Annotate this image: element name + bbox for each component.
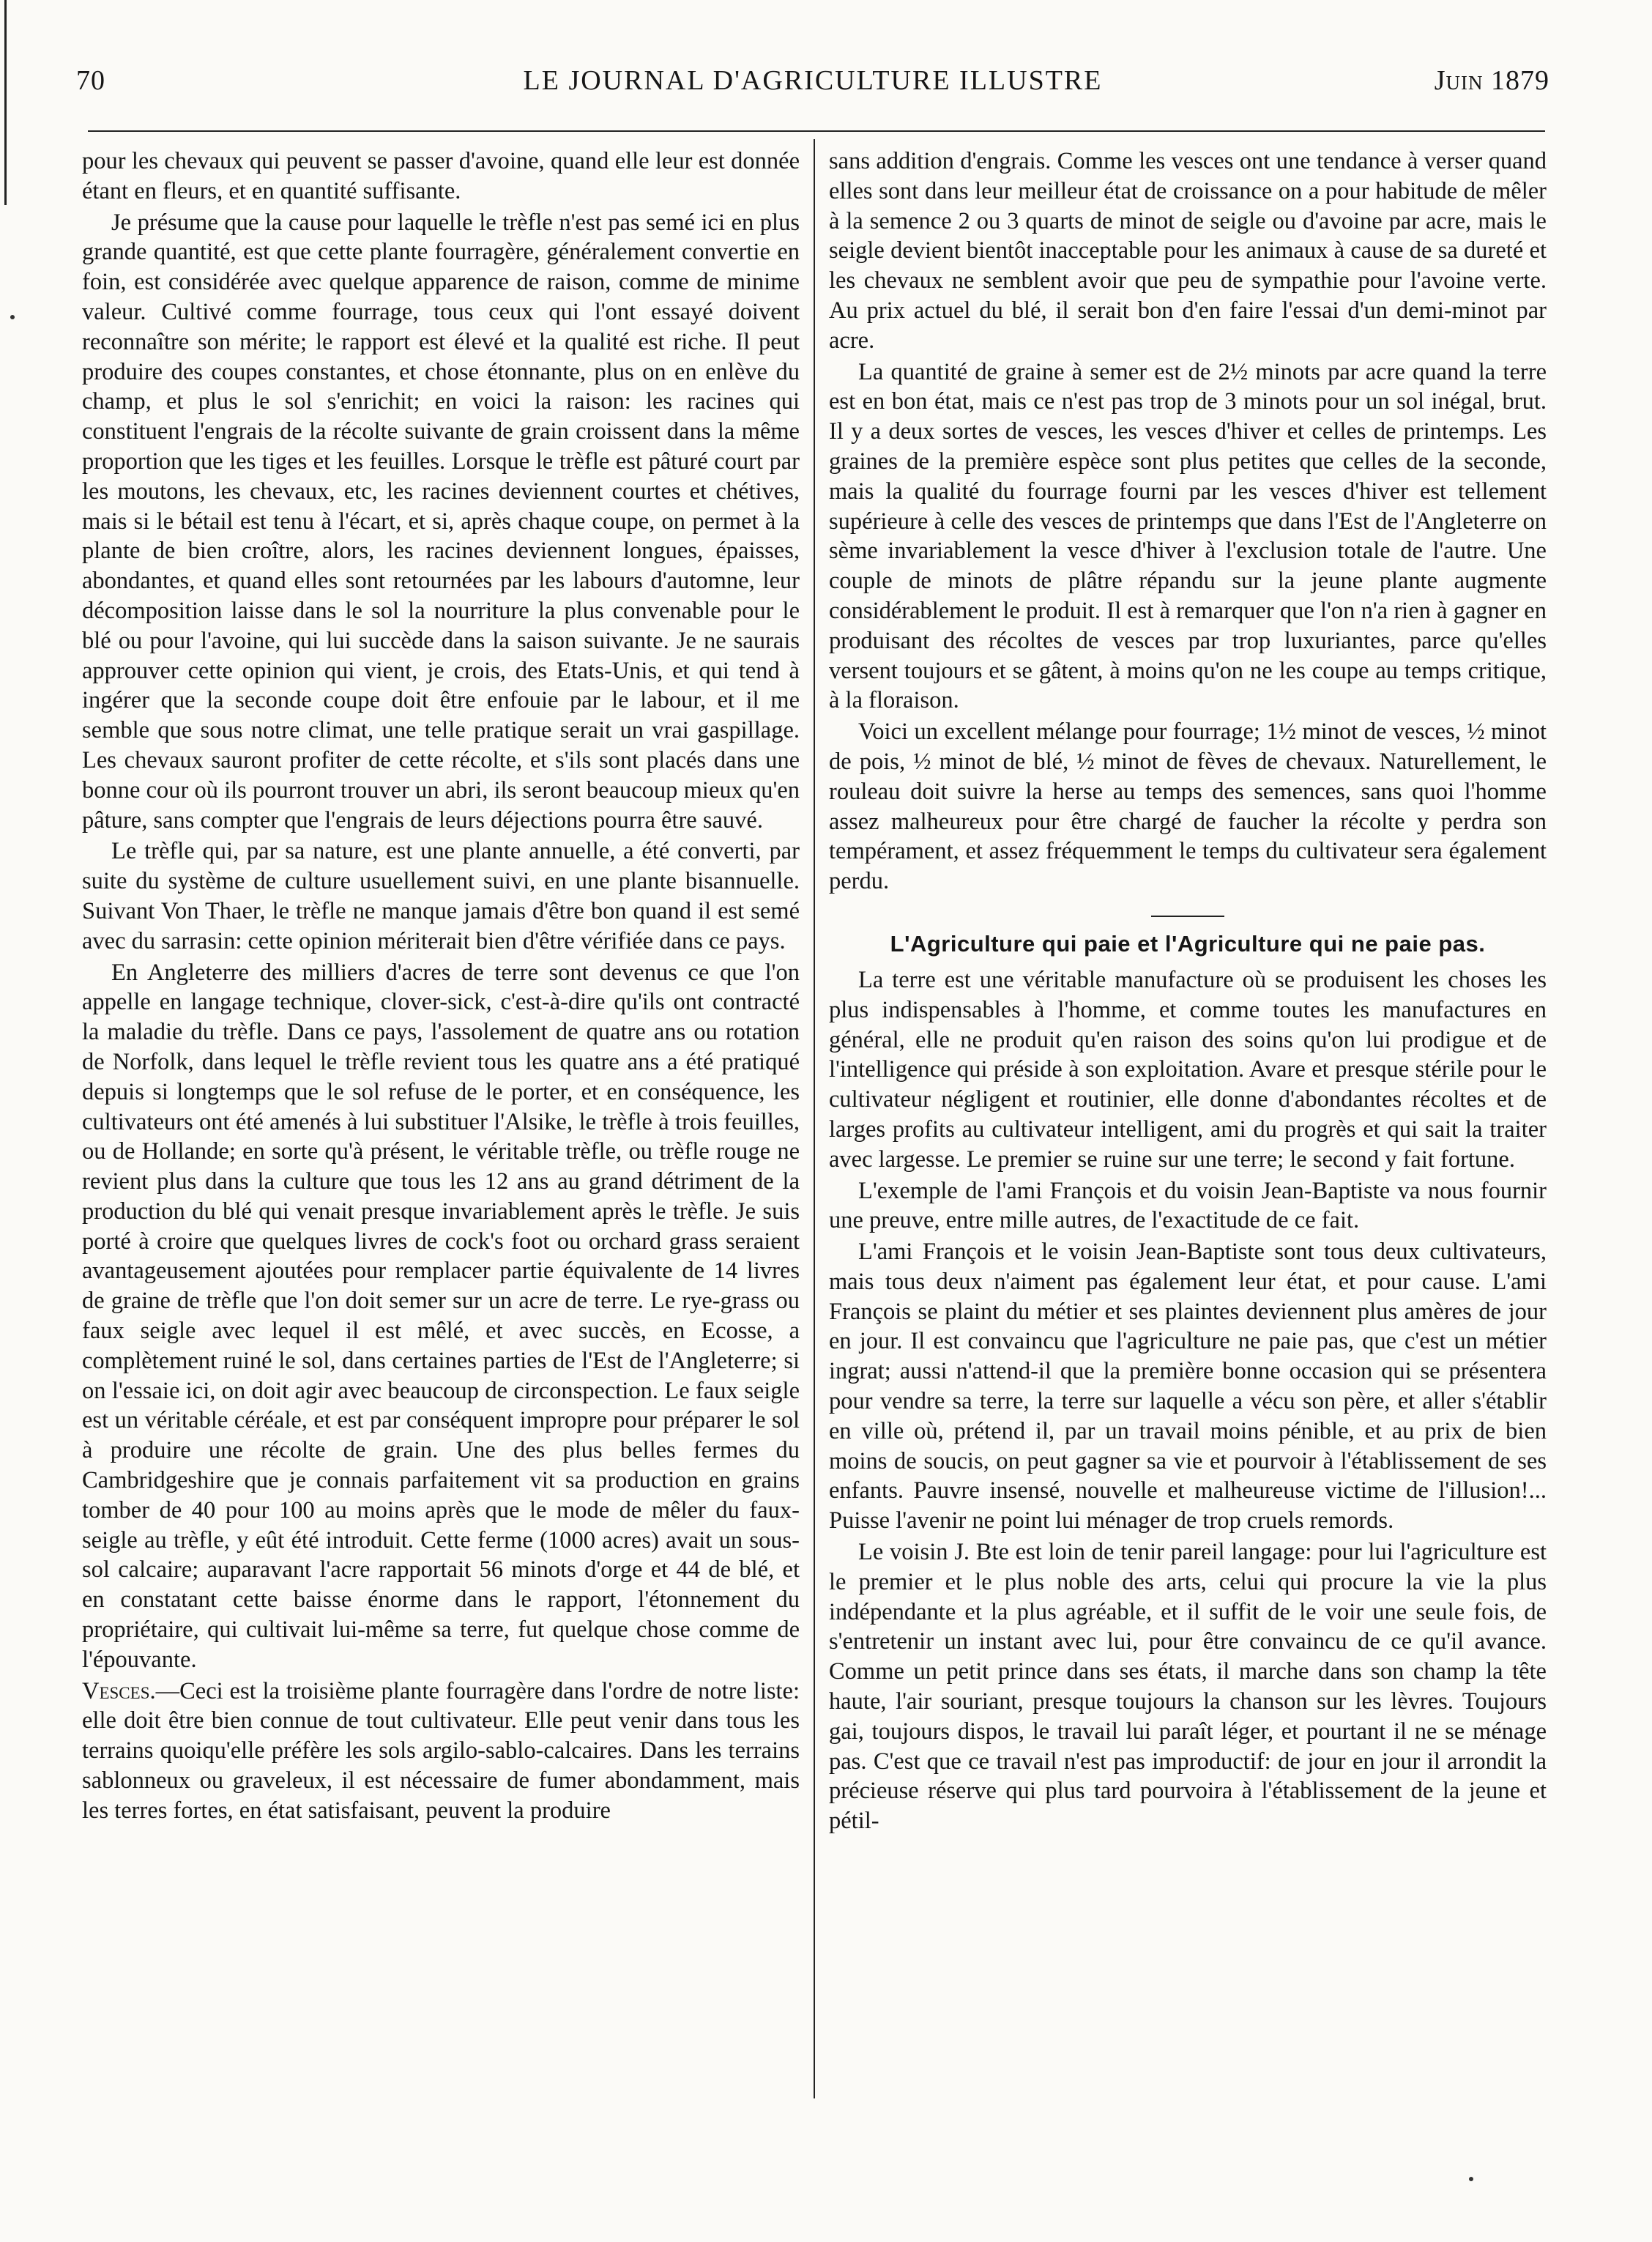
paragraph: Voici un excellent mélange pour fourrage; 1½ minot de vesces, ½ minot de pois, ½ minot de blé, ½ minot de fèves de chevaux. Naturellement, le rouleau doit suivre la herse au temps des semences, sans quoi l'homme assez malheureux pour être chargé de faucher la récolte y perdra son tempérament, et assez fréquemment le temps du cultivateur sera également perdu. <box>829 719 1547 895</box>
scan-speck <box>10 315 15 319</box>
paragraph: Je présume que la cause pour laquelle le trèfle n'est pas semé ici en plus grande quantité, est que cette plante fourragère, généralement convertie en foin, est considérée avec quelque apparence de raison, comme de minime valeur. Cultivé comme fourrage, tous ceux qui l'ont essayé doivent reconnaître son mérite; le rapport est élevé et la qualité est riche. Il peut produire des coupes constantes, et chose étonnante, plus on en enlève du champ, et plus le sol s'enrichit; en voici la raison: les racines qui constituent l'engrais de la récolte suivante de grain croissent dans la même proportion que les tiges et les feuilles. Lorsque le trèfle est pâturé court par les moutons, les chevaux, etc, les racines deviennent courtes et chétives, mais si le bétail est tenu à l'écart, et si, après chaque coupe, on permet à la plante de bien croître, alors, les racines deviennent longues, épaisses, abondantes, et quand elles sont retournées par les labours d'automne, leur décomposition laisse dans le sol la nourriture la plus convenable pour le blé ou pour l'avoine, qui lui succède dans la saison suivante. Je ne saurais approuver cette opinion qui vient, je crois, des Etats-Unis, et qui tend à ingérer que la seconde coupe doit être enfouie par le labour, et il me semble que sous notre climat, une telle pratique serait un vrai gaspillage. Les chevaux sauront profiter de cette récolte, et s'ils sont placés dans une bonne cour où ils pourront trouver un abri, ils seront beaucoup mieux qu'en pâture, sans compter que l'engrais de leurs déjections pourra être sauvé. <box>82 209 800 834</box>
scan-speck <box>1469 2177 1473 2181</box>
paragraph: L'ami François et le voisin Jean-Baptiste sont tous deux cultivateurs, mais tous deux n'aiment pas également leur état, et pour cause. L'ami François se plaint du métier et ses plaintes deviennent plus amères de jour en jour. Il est convaincu que l'agriculture ne paie pas, que c'est un métier ingrat; aussi n'attend-il que la première bonne occasion qui se présentera pour vendre sa terre, la terre sur laquelle a vécu son père, et aller s'établir en ville où, prétend il, par un travail moins pénible, et au prix de bien moins de soucis, on peut gagner sa vie et pourvoir à l'établissement de ses enfants. Pauvre insensé, nouvelle et malheureuse victime de l'illusion!... Puisse l'avenir ne point lui ménager de trop cruels remords. <box>829 1239 1547 1534</box>
page-header <box>76 64 1549 108</box>
paragraph: En Angleterre des milliers d'acres de terre sont devenus ce que l'on appelle en langage technique, clover-sick, c'est-à-dire qu'ils ont contracté la maladie du trèfle. Dans ce pays, l'assolement de quatre ans ou rotation de Norfolk, dans lequel le trèfle revient tous les quatre ans a été pratiqué depuis si longtemps que le sol refuse de le porter, et en conséquence, les cultivateurs ont été amenés à lui substituer l'Alsike, le trèfle à trois feuilles, ou de Hollande; en sorte qu'à présent, le véritable trèfle, ou trèfle rouge ne revient plus dans la culture que tous les 12 ans au grand détriment de la production du blé qui venait presque invariablement après le trèfle. Je suis porté à croire que quelques livres de cock's foot ou orchard grass seraient avantageusement ajoutées pour remplacer partie équivalente de 14 livres de graine de trèfle que l'on doit semer sur un acre de terre. Le rye-grass ou faux seigle avec lequel il est mêlé, et avec succès, en Ecosse, a complètement ruiné le sol, dans certaines parties de l'Est de l'Angleterre; si on l'essaie ici, on doit agir avec beaucoup de circonspection. Le faux seigle est un véritable céréale, et est par conséquent impropre pour préparer le sol à produire une récolte de grain. Une des plus belles fermes du Cambridgeshire que je connais parfaitement vit sa production en grains tomber de 40 pour 100 au moins après que le mode de mêler du faux-seigle au trèfle, y eût été introduit. Cette ferme (1000 acres) avait un sous-sol calcaire; auparavant l'acre rapportait 56 minots d'orge et 44 de blé, et en constatant cette baisse énorme dans le rapport, l'étonnement du propriétaire, qui cultivait lui-même sa terre, fut quelque chose comme de l'épouvante. <box>82 959 800 1673</box>
paragraph: pour les chevaux qui peuvent se passer d'avoine, quand elle leur est donnée étant en fleurs, et en quantité suffisante. <box>82 148 800 204</box>
journal-title: LE JOURNAL D'AGRICULTURE ILLUSTRE <box>523 65 1103 96</box>
paragraph-text: —Ceci est la troisième plante fourragère dans l'ordre de notre liste: elle doit être bien connue de tout cultivateur. Elle peut venir dans tous les terrains quoiqu'elle préfère les sols argilo-sablo-calcaires. Dans les terrains sablonneux ou graveleux, il est nécessaire de fumer abondamment, mais les terres fortes, en état satisfaisant, peuvent la produire <box>82 1677 800 1824</box>
header-rule <box>88 130 1545 132</box>
issue-date: Juin 1879 <box>1434 65 1549 96</box>
paragraph: Le trèfle qui, par sa nature, est une plante annuelle, a été converti, par suite du système de culture usuellement suivi, en une plante bisannuelle. Suivant Von Thaer, le trèfle ne manque jamais d'être bon quand il est semé avec du sarrasin: cette opinion mériterait bien d'être vérifiée dans ce pays. <box>82 838 800 954</box>
section-lead: Vesces. <box>82 1677 156 1704</box>
page-number: 70 <box>76 65 105 96</box>
right-column <box>829 146 1547 2109</box>
paragraph: sans addition d'engrais. Comme les vesces ont une tendance à verser quand elles sont dans leur meilleur état de croissance on a pour habitude de mêler à la semence 2 ou 3 quarts de minot de seigle ou d'avoine par acre, mais le seigle devient bientôt inacceptable pour les animaux à cause de sa dureté et les chevaux ne semblent avoir que peu de sympathie pour l'avoine verte. Au prix actuel du blé, il serait bon d'en faire l'essai d'un demi-minot par acre. <box>829 148 1547 354</box>
left-column <box>82 146 800 2109</box>
paragraph: L'exemple de l'ami François et du voisin Jean-Baptiste va nous fournir une preuve, entre mille autres, de l'exactitude de ce fait. <box>829 1177 1547 1234</box>
paragraph: La quantité de graine à semer est de 2½ minots par acre quand la terre est en bon état, mais ce n'est pas trop de 3 minots pour un sol inégal, brut. Il y a deux sortes de vesces, les vesces d'hiver et celles de printemps. Les graines de la première espèce sont plus petites que celles de la seconde, mais la qualité du fourrage fourni par les vesces d'hiver est tellement supérieure à celle des vesces de printemps que dans l'Est de l'Angleterre on sème invariablement la vesce d'hiver à l'exclusion totale de l'autre. Une couple de minots de plâtre répandu sur la jeune plante augmente considérablement le produit. Il est à remarquer que l'on n'a rien à gagner en produisant des récoltes de vesces par trop luxuriantes, parce qu'elles versent toujours et se gâtent, à moins qu'on ne les coupe au temps critique, à la floraison. <box>829 358 1547 714</box>
column-divider <box>814 139 815 2098</box>
section-separator <box>1151 916 1224 917</box>
paragraph-vesces <box>82 1677 800 1826</box>
scan-edge-rule <box>4 0 7 205</box>
paragraph: La terre est une véritable manufacture où se produisent les choses les plus indispensables à l'homme, et comme toutes les manufactures en général, elle ne produit qu'en raison des soins qu'on lui prodigue et de l'intelligence qui préside à son exploitation. Avare et presque stérile pour le cultivateur négligent et routinier, elle donne d'abondantes récoltes et de larges profits au cultivateur intelligent, ami du progrès et qui sait la traiter avec largesse. Le premier se ruine sur une terre; le second y fait fortune. <box>829 966 1547 1173</box>
paragraph: Le voisin J. Bte est loin de tenir pareil langage: pour lui l'agriculture est le premier et le plus noble des arts, celui qui procure la vie la plus indépendante et la plus agréable, et il suffit de le voir une seule fois, de s'entretenir un instant avec lui, pour être convaincu de ce qu'il avance. Comme un petit prince dans ses états, il marche dans son champ la tête haute, l'air souriant, presque toujours la chanson sur les lèvres. Toujours gai, toujours dispos, le travail lui paraît léger, et pourtant il ne se ménage pas. C'est que ce travail n'est pas improductif: de jour en jour il arrondit la précieuse réserve qui plus tard pourvoira à l'établissement de la jeune et pétil- <box>829 1539 1547 1835</box>
article-heading: L'Agriculture qui paie et l'Agriculture qui ne paie pas. <box>890 930 1486 957</box>
